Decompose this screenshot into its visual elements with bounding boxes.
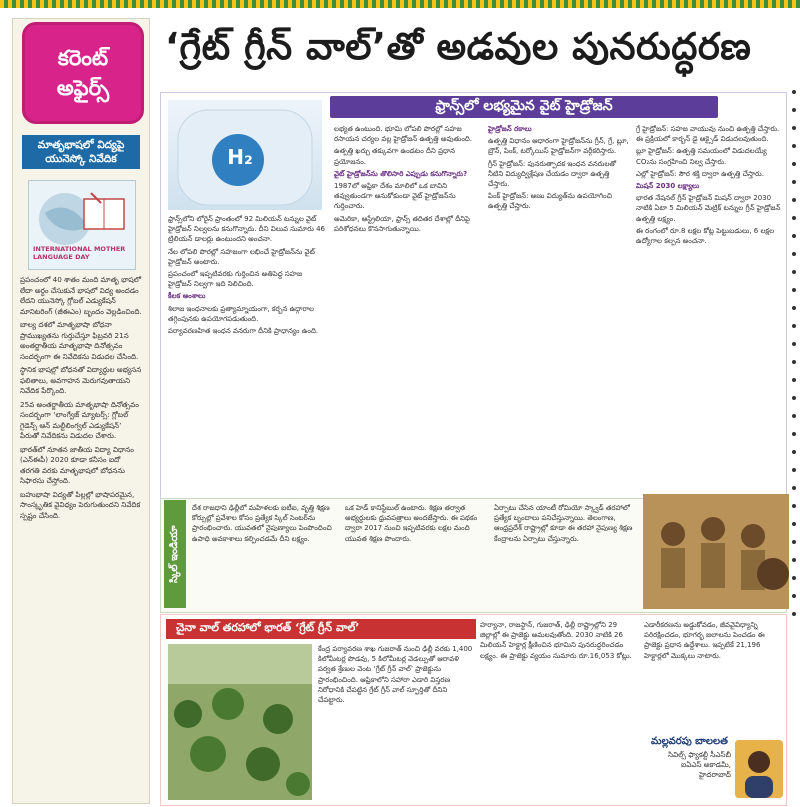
paragraph: ఒక హెడ్ కానిస్టేబుల్ ఉంటారు. శిక్షణ తర్వాత అభ్యర్థులకు ధ్రువపత్రాలు అందజేస్తారు. ఈ పథకం ద్వారా 2017 నుంచి ఇప్పటివరకు లక్షల మంది యువత శిక్షణ పొందారు. (345, 504, 478, 543)
green-wall-banner: చైనా వాల్ తరహాలో భారత్ ‘గ్రేట్ గ్రీన్ వాల్’ (166, 619, 476, 639)
paragraph: బాల్య దశలో మాతృభాషా బోధనా ప్రాముఖ్యతను గుర్తుచేస్తూ ఫిబ్రవరి 21న అంతర్జాతీయ మాతృభాషా దినోత్సవం సందర్భంగా ఈ నివేదికను విడుదల చేసింది. (20, 320, 139, 361)
paragraph: కేంద్ర పర్యావరణ శాఖ గుజరాత్ నుంచి ఢిల్లీ వరకు 1,400 కిలోమీటర్ల పొడవు, 5 కిలోమీటర్ల వెడల్పుతో ఆరావళి పర్వత శ్రేణుల వెంట ‘గ్రేట్ గ్రీన్ వాల్’ ప్రాజెక్టును ప్రారంభించింది. ఆఫ్రికాలోని సహారా ఎడారి విస్తరణ నిరోధానికి చేపట్టిన గ్రేట్ గ్రీన్ వాల్ స్ఫూర్తితో దీనిని చేపట్టారు. (318, 645, 473, 705)
forest-landscape-image (168, 644, 312, 800)
trainees-photo-icon (643, 494, 789, 609)
current-affairs-badge (22, 22, 144, 124)
hydrogen-symbol: H₂ (227, 145, 253, 169)
green-wall-col-2 (480, 620, 636, 802)
paragraph: 25వ అంతర్జాతీయ మాతృభాషా దినోత్సవం సందర్భంగా ‘లాంగ్వేజ్ మ్యాటర్స్: గ్లోబల్ గైడెన్స్ ఆన్ మల్టీలింగ్వల్ ఎడ్యుకేషన్’ పేరుతో నివేదికను విడుదల చేశారు. (20, 399, 139, 440)
paragraph: భారత నేషనల్ గ్రీన్ హైడ్రోజన్ మిషన్ ద్వారా 2030 నాటికి ఏటా 5 మిలియన్ మెట్రిక్ టన్నుల గ్రీన్ హైడ్రోజన్ ఉత్పత్తి లక్ష్యం. (636, 194, 781, 223)
unesco-article (20, 275, 142, 795)
author-photo (735, 740, 783, 798)
subheading: కీలక అంశాలు (168, 292, 206, 301)
paragraph: బ్లూ హైడ్రోజన్: ఉత్పత్తి సమయంలో విడుదలయ్యే CO₂ను సంగ్రహించి నిల్వ చేస్తారు. (636, 147, 767, 166)
mld-image-caption: INTERNATIONAL MOTHER LANGUAGE DAY (33, 245, 126, 261)
unesco-heading: మాతృభాషలో విద్యపై యునెస్కో నివేదిక (22, 135, 140, 169)
skill-col-1 (192, 503, 340, 607)
badge-line2: అఫైర్స్ (56, 76, 110, 100)
mother-language-day-image (28, 180, 136, 270)
page-headline: ‘గ్రేట్ గ్రీన్ వాల్’తో అడవుల పునరుద్ధరణ (165, 25, 752, 68)
skill-col-3 (494, 503, 640, 607)
author-avatar-icon (735, 740, 783, 798)
paragraph: పింక్ హైడ్రోజన్: అణు విద్యుత్‌ను ఉపయోగించి ఉత్పత్తి చేస్తారు. (488, 192, 612, 211)
hydrogen-banner: ఫ్రాన్స్‌లో లభ్యమైన వైట్ హైడ్రోజన్ (330, 96, 718, 118)
paragraph: ఫ్రాన్స్‌లోని లోరైన్ ప్రాంతంలో 92 మిలియన్ టన్నుల వైట్ హైడ్రోజన్ నిల్వలను కనుగొన్నారు. దీని విలువ సుమారు 46 ట్రిలియన్ డాలర్లు ఉంటుందని అంచనా. (168, 215, 325, 244)
hydrogen-col-1 (168, 214, 328, 496)
paragraph: ఎల్లో హైడ్రోజన్: సౌర శక్తి ద్వారా ఉత్పత్తి చేస్తారు. (636, 169, 764, 178)
paragraph: భారత్‌లో నూతన జాతీయ విద్యా విధానం (ఎన్ఈపీ) 2020 కూడా కనీసం ఐదో తరగతి వరకు మాతృభాషలో బోధనను సిఫారసు చేస్తోంది. (20, 444, 134, 485)
forest-photo-icon (168, 644, 312, 800)
subheading: వైట్ హైడ్రోజన్‌ను తొలిసారి ఎప్పుడు కనుగొన్నారు? (334, 169, 468, 178)
hydrogen-col-2 (334, 124, 482, 496)
paragraph: ఉత్పత్తి విధానం ఆధారంగా హైడ్రోజన్‌ను గ్రీన్, గ్రే, బ్లూ, బ్రౌన్, పింక్, టర్కోయిస్ హైడ్రోజన్‌గా వర్గీకరిస్తారు. (488, 137, 629, 156)
paragraph: హర్యానా, రాజస్థాన్, గుజరాత్, ఢిల్లీ రాష్ట్రాల్లోని 29 జిల్లాల్లో ఈ ప్రాజెక్టు అమలవుతోంది. 2030 నాటికి 26 మిలియన్ హెక్టార్ల క్షీణించిన భూమిని పునరుద్ధరించడం లక్ష్యం. ఈ ప్రాజెక్టు వ్యయం సుమారు రూ.16,053 కోట్లు. (480, 621, 632, 660)
paragraph: దేశ రాజధాని ఢిల్లీలో మహిళలకు ఐటీఐ, వృత్తి శిక్షణ కోర్సుల్లో ప్రవేశాల కోసం ప్రత్యేక స్కిల్ సెంటర్‌ను ప్రారంభించారు. యువతలో నైపుణ్యాలు పెంపొందించి ఉపాధి అవకాశాలు కల్పించడమే దీని లక్ష్యం. (192, 504, 332, 543)
subheading: మిషన్ 2030 లక్ష్యాలు (636, 182, 700, 191)
hydrogen-image (168, 100, 322, 210)
paragraph: 1987లో ఆఫ్రికా దేశం మాలిలో ఒక బావిని తవ్వుతుండగా అనుకోకుండా వైట్ హైడ్రోజన్‌ను గుర్తించారు. (334, 182, 456, 211)
paragraph: పర్యావరణహిత ఇంధన వనరుగా దీనికి ప్రాధాన్యం ఉంది. (168, 327, 319, 336)
paragraph: గ్రే హైడ్రోజన్: సహజ వాయువు నుంచి ఉత్పత్తి చేస్తారు. ఈ ప్రక్రియలో కార్బన్ డై ఆక్సైడ్ విడుదలవుతుంది. (636, 125, 780, 144)
subheading: హైడ్రోజన్ రకాలు (488, 125, 532, 133)
hydrogen-col-4 (636, 124, 782, 496)
paragraph: లభ్యత ఉంటుంది. భూమి లోపలి పొరల్లో సహజ రసాయన చర్యల వల్ల హైడ్రోజన్ ఉత్పత్తి అవుతుంది. (334, 125, 473, 144)
police-trainees-image (643, 494, 789, 609)
paragraph: ఈ రంగంలో రూ.8 లక్షల కోట్ల పెట్టుబడులు, 6 లక్షల ఉద్యోగాల కల్పన అంచనా. (636, 226, 775, 246)
hydrogen-col-3 (488, 124, 630, 496)
paragraph: నేల లోపలి పొరల్లో సహజంగా లభించే హైడ్రోజన్‌ను వైట్ హైడ్రోజన్ అంటారు. (168, 247, 315, 266)
green-wall-col-3 (644, 620, 784, 732)
right-bullet-strip (789, 90, 799, 790)
paragraph: ఎడారీకరణను అడ్డుకోవడం, జీవవైవిధ్యాన్ని పరిరక్షించడం, భూగర్భ జలాలను పెంచడం ఈ ప్రాజెక్టు ప్రధాన ఉద్దేశాలు. ఇప్పటికే 21,196 హెక్టార్లలో మొక్కలు నాటారు. (644, 621, 765, 660)
skill-col-2 (345, 503, 490, 607)
paragraph: అమెరికా, ఆస్ట్రేలియా, ఫ్రాన్స్ తదితర దేశాల్లో దీనిపై పరిశోధనలు కొనసాగుతున్నాయి. (334, 214, 471, 233)
green-wall-col-1 (318, 644, 474, 802)
top-border (0, 0, 800, 8)
paragraph: స్థానిక భాషల్లో బోధనతో విద్యార్థుల అభ్యసన ఫలితాలు, అవగాహన మెరుగవుతాయని నివేదిక పేర్కొంది. (20, 365, 142, 395)
paragraph: ప్రపంచంలో 40 శాతం మంది మాతృ భాషలో లేదా అర్థం చేసుకునే భాషలో విద్య అందడం లేదని యునెస్కో గ్లోబల్ ఎడ్యుకేషన్ మానిటరింగ్ (జీఈఎం) బృందం వెల్లడించింది. (20, 275, 142, 316)
paragraph: శిలాజ ఇంధనాలకు ప్రత్యామ్నాయంగా, కర్బన ఉద్గారాల తగ్గింపునకు ఉపయోగపడుతుంది. (168, 304, 314, 323)
paragraph: ప్రపంచంలో ఇప్పటివరకు గుర్తించిన అతిపెద్ద సహజ హైడ్రోజన్ నిల్వగా ఇది నిలిచింది. (168, 270, 303, 289)
paragraph: ఉత్పత్తి ఖర్చు తక్కువగా ఉండటం దీని ప్రధాన ప్రయోజనం. (334, 147, 456, 166)
paragraph: బహుభాషా విద్యతో పిల్లల్లో భాషాపరమైన, సాంస్కృతిక వైవిధ్యం పెరుగుతుందని నివేదిక స్పష్టం చేసింది. (20, 489, 141, 520)
author-name: మల్లవరపు బాలలత (651, 736, 728, 747)
badge-line1: కరెంట్ (57, 46, 109, 70)
paragraph: గ్రీన్ హైడ్రోజన్: పునరుత్పాదక ఇంధన వనరులతో నీటిని విద్యుద్విశ్లేషణ చేయడం ద్వారా ఉత్పత్తి చేస్తారు. (488, 159, 617, 189)
skill-tab: స్కిల్ ఇండియా (164, 500, 186, 608)
paragraph: ఏర్పాటు చేసిన యాంటీ రోమియో స్క్వాడ్ తరహాలో ప్రత్యేక బృందాలు పనిచేస్తున్నాయి. తెలంగాణ, ఆంధ్రప్రదేశ్ రాష్ట్రాల్లో కూడా ఈ తరహా నైపుణ్య శిక్షణ కేంద్రాలను ఏర్పాటు చేస్తున్నారు. (494, 504, 633, 543)
author-role: సివిల్స్ ఫ్యాకల్టీ సీఎస్‌బీ ఐఏఎస్ అకాడమీ, హైదరాబాద్ (667, 750, 731, 779)
